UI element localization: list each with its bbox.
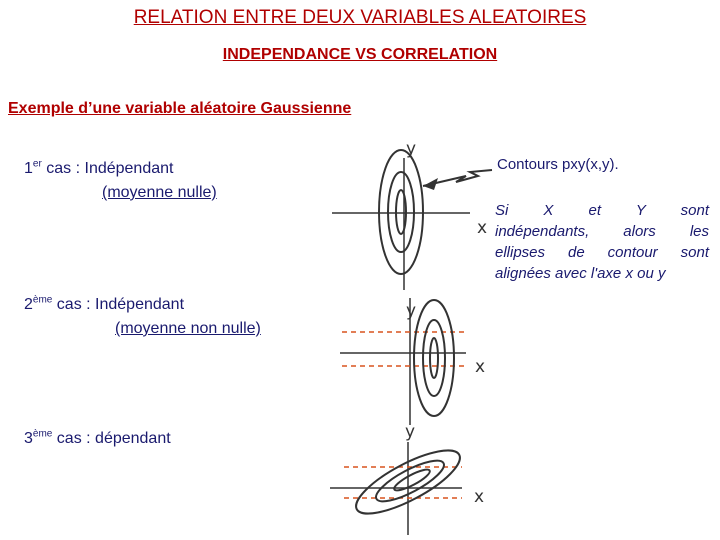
case-3-ordinal: ème [32, 428, 53, 440]
diagram-3-x-label: x [474, 487, 485, 507]
diagram-2-x-label: x [475, 357, 486, 377]
diagram-3 [330, 439, 468, 535]
diagram-2 [340, 298, 466, 425]
arrow-head-icon [423, 178, 438, 190]
diagram-1-x-label: x [477, 218, 488, 238]
diagram-2-contour-outer [414, 300, 454, 416]
section-heading: Exemple d’une variable aléatoire Gaussienne [8, 100, 352, 117]
page-title: RELATION ENTRE DEUX VARIABLES ALEATOIRES [133, 7, 587, 28]
diagram-3-contour-inner [392, 466, 432, 494]
description-line-4: alignées avec l'axe x ou y [495, 265, 666, 282]
case-3-label: cas : dépendant [52, 430, 171, 447]
case-1-label: cas : Indépendant [41, 160, 174, 177]
case-1-number: 1 [24, 160, 33, 177]
case-1-subtitle: (moyenne nulle) [102, 184, 217, 201]
diagram-3-y-label: y [405, 422, 416, 442]
description-line-1: Si X et Y sont [495, 202, 709, 219]
case-1-ordinal: er [32, 158, 42, 170]
case-3-number: 3 [24, 430, 33, 447]
page-subtitle: INDEPENDANCE VS CORRELATION [222, 46, 498, 63]
diagram-2-contour-inner [430, 338, 438, 378]
diagram-1-contour-middle [388, 172, 414, 252]
diagram-2-y-label: y [406, 301, 417, 321]
case-2-label: cas : Indépendant [52, 296, 185, 313]
diagram-1-contour-outer [379, 150, 423, 274]
diagram-1-y-label: y [406, 139, 417, 159]
case-2-number: 2 [24, 296, 33, 313]
diagram-1 [332, 150, 492, 290]
description-line-2: indépendants, alors les [495, 223, 709, 240]
case-2-ordinal: ème [32, 294, 53, 306]
contours-label: Contours pxy(x,y). [497, 156, 619, 173]
case-2-subtitle: (moyenne non nulle) [115, 320, 261, 337]
description-line-3: ellipses de contour sont [495, 244, 709, 261]
